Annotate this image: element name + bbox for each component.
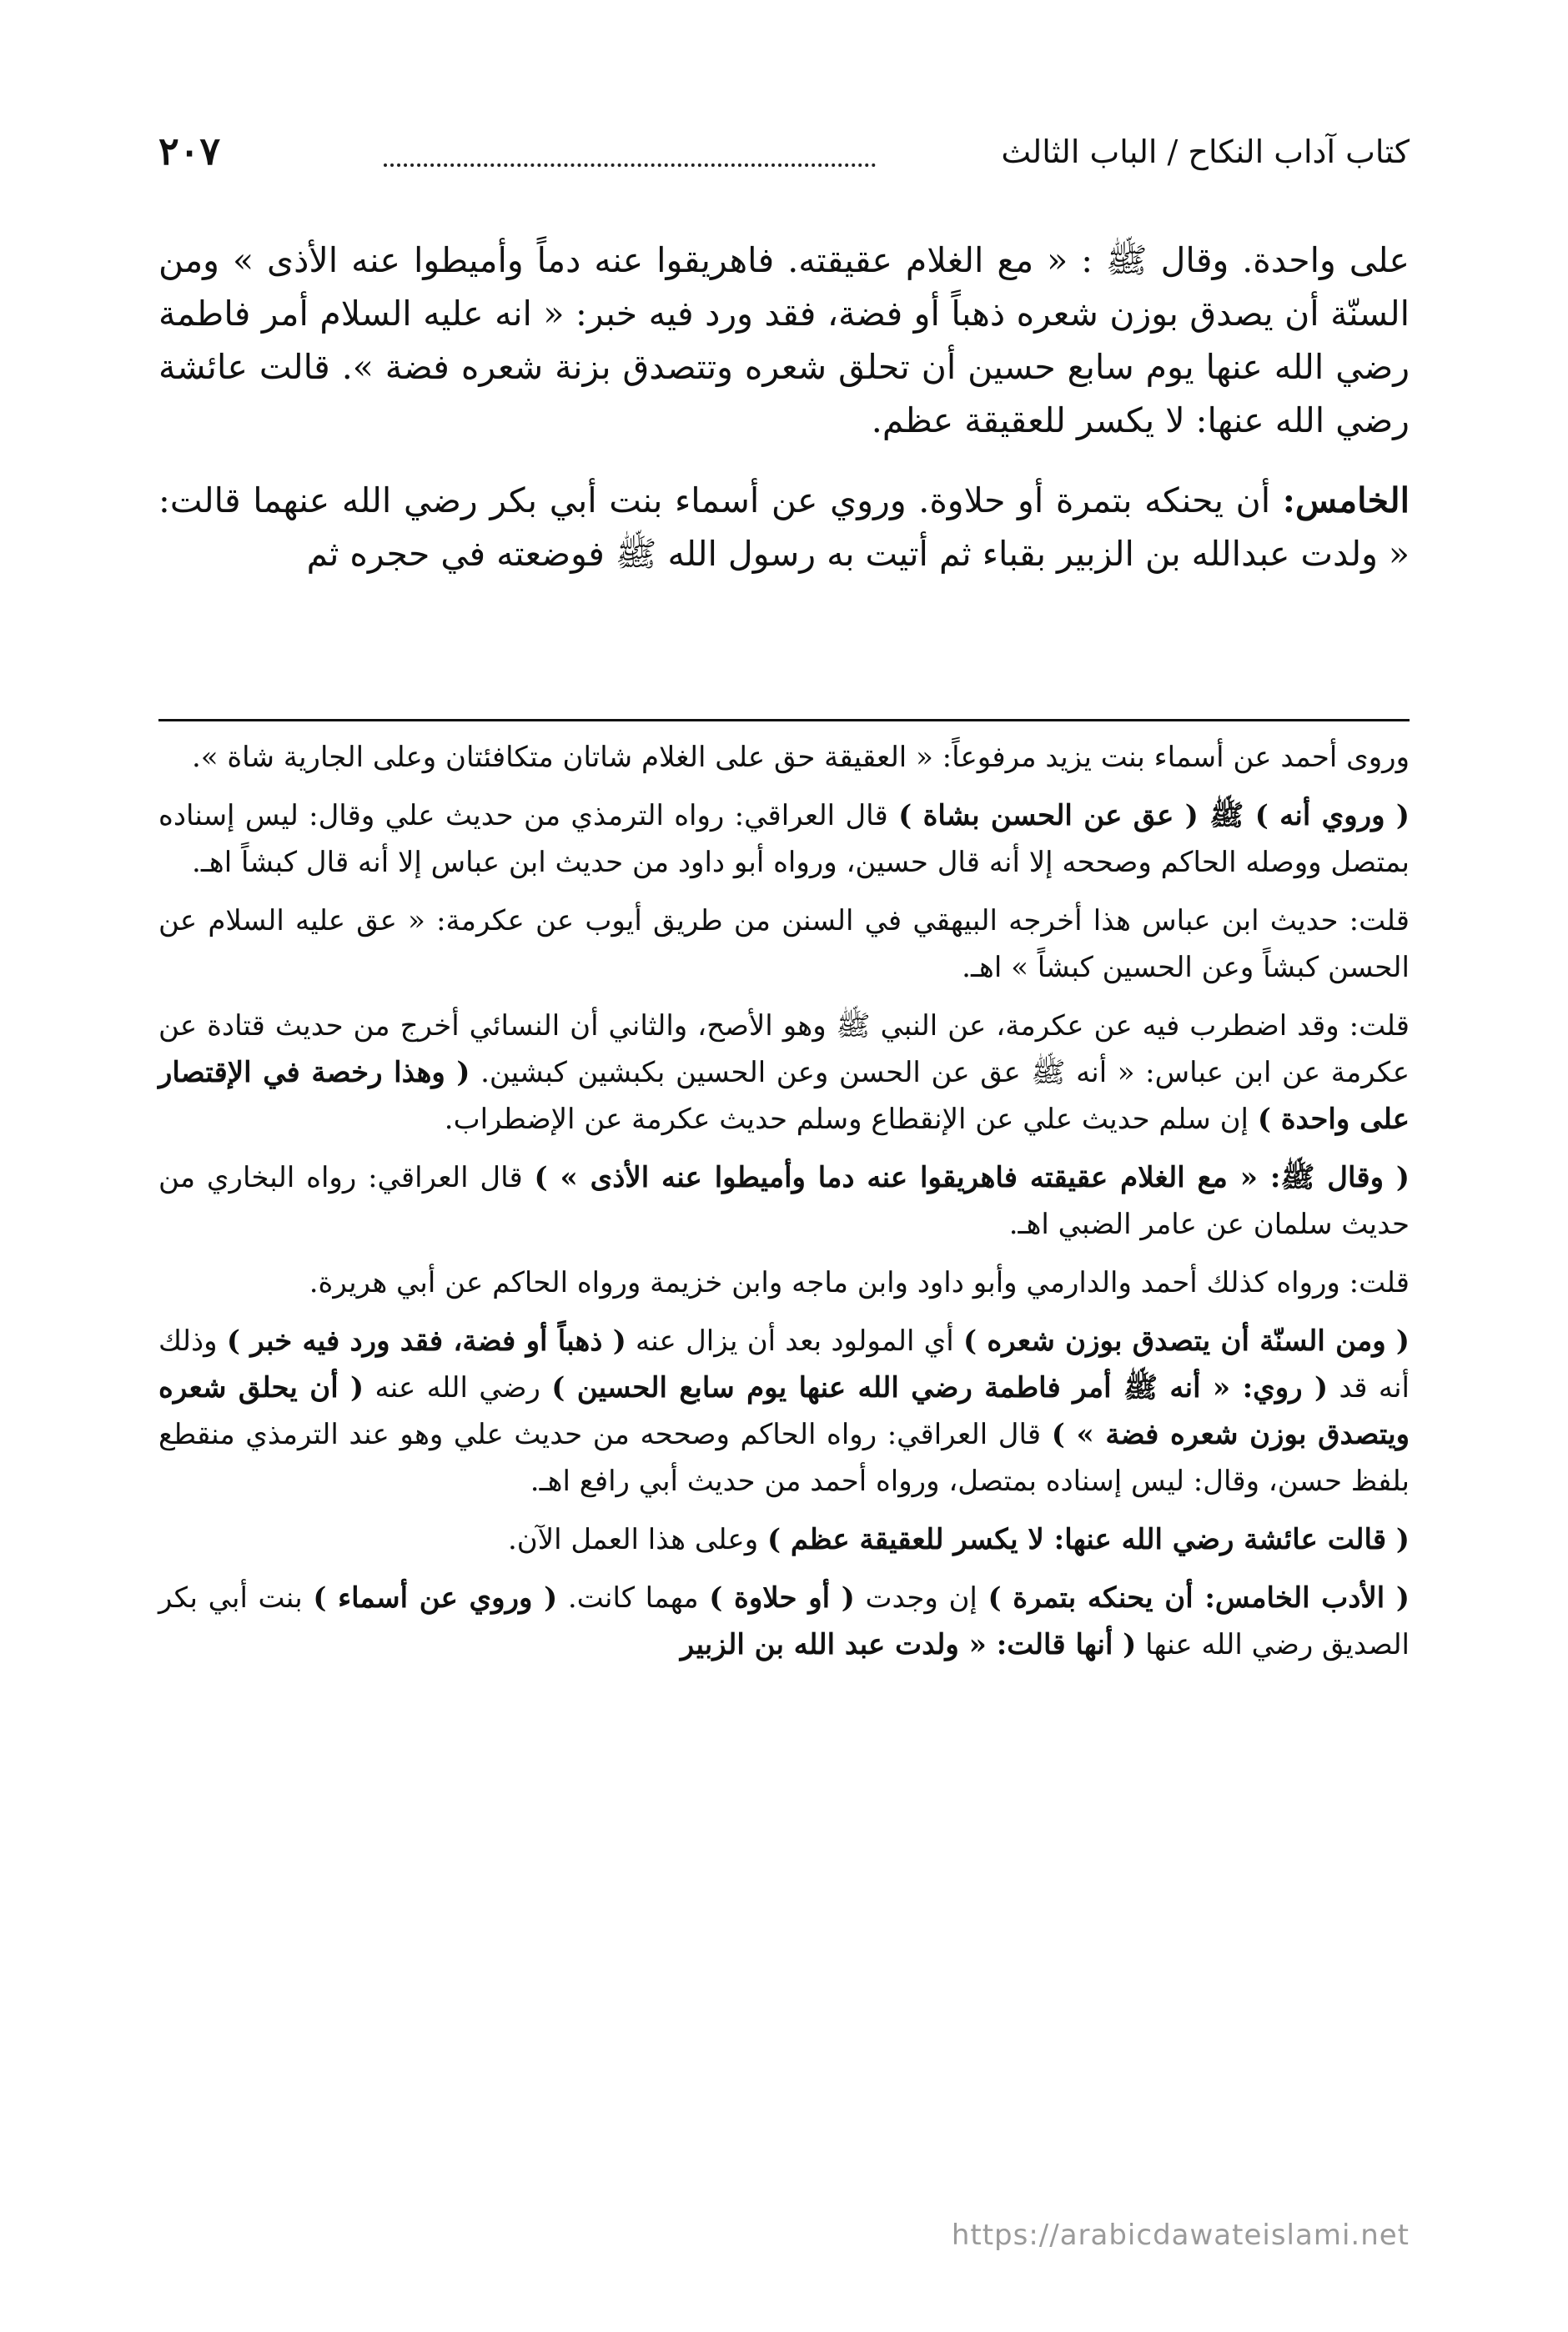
- note-4-bold: ( وهذا رخصة في الإقتصار على واحدة ): [158, 1056, 1410, 1136]
- note-8: [158, 1516, 1410, 1563]
- commentary: [158, 734, 1410, 2219]
- watermark-url: https://arabicdawateislami.net: [951, 2219, 1410, 2252]
- note-9-bold-4: ( أنها قالت: « ولدت عبد الله بن الزبير: [680, 1628, 1137, 1661]
- note-9-text-3: بنت أبي بكر الصديق رضي الله عنها: [158, 1581, 1410, 1661]
- footnote-divider: [158, 719, 1410, 721]
- note-7-bold-4: ( أن يحلق شعره ويتصدق بوزن شعره فضة » ): [158, 1371, 1410, 1451]
- note-8-bold: ( قالت عائشة رضي الله عنها: لا يكسر للعقيقة عظم ): [766, 1523, 1410, 1556]
- leader-dots: [384, 163, 876, 167]
- note-7-bold-1: ( ومن السنّة أن يتصدق بوزن شعره ): [962, 1324, 1410, 1358]
- note-9: [158, 1575, 1410, 1668]
- main-paragraph-1: على واحدة. وقال ﷺ : « مع الغلام عقيقته. فاهريقوا عنه دماً وأميطوا عنه الأذى » ومن السنّة أن يصدق بوزن شعره ذهباً أو فضة، فقد ورد فيه خبر: « انه عليه السلام أمر فاطمة رضي الله عنها يوم سابع حسين أن تحلق شعره وتتصدق بزنة شعره فضة ». قالت عائشة رضي الله عنها: لا يكسر للعقيقة عظم.: [158, 240, 1410, 440]
- note-3: قلت: حديث ابن عباس هذا أخرجه البيهقي في السنن من طريق أيوب عن عكرمة: « عق عليه السلام عن الحسن كبشاً وعن الحسين كبشاً » اهـ.: [158, 904, 1410, 984]
- note-2-text: قال العراقي: رواه الترمذي من حديث علي وقال: ليس إسناده بمتصل ووصله الحاكم وصححه إلا أنه قال حسين، ورواه أبو داود من حديث ابن عباس إلا أنه قال كبشاً اهـ.: [158, 799, 1410, 879]
- note-9-bold-2: ( أو حلاوة ): [709, 1581, 855, 1615]
- page-header: [158, 125, 1410, 192]
- note-4-text-a: قلت: وقد اضطرب فيه عن عكرمة، عن النبي ﷺ وهو الأصح، والثاني أن النسائي أخرج من حديث قتادة عن عكرمة عن ابن عباس: « أنه ﷺ عق عن الحسن وعن الحسين بكبشين كبشين.: [158, 1009, 1410, 1089]
- main-paragraph-2: [158, 474, 1410, 580]
- note-8-text: وعلى هذا العمل الآن.: [507, 1523, 767, 1556]
- running-title: كتاب آداب النكاح / الباب الثالث: [1001, 133, 1410, 170]
- note-4: [158, 1003, 1410, 1143]
- note-2-bold: ( وروي أنه ) ﷺ ( عق عن الحسن بشاة ): [898, 799, 1410, 832]
- note-9-bold-3: ( وروي عن أسماء ): [313, 1581, 558, 1615]
- section-lead: الخامس:: [1282, 480, 1410, 520]
- note-6: قلت: ورواه كذلك أحمد والدارمي وأبو داود وابن ماجه وابن خزيمة ورواه الحاكم عن أبي هريرة.: [309, 1266, 1410, 1299]
- note-7-text-4: قال العراقي: رواه الحاكم وصححه من حديث علي وهو عند الترمذي منقطع بلفظ حسن، وقال: ليس إسناده بمتصل، ورواه أحمد من حديث أبي رافع اهـ.: [158, 1418, 1410, 1498]
- note-2: [158, 792, 1410, 886]
- note-5-text: قال العراقي: رواه البخاري من حديث سلمان عن عامر الضبي اهـ.: [158, 1161, 1410, 1241]
- note-9-text-2: مهما كانت.: [557, 1581, 710, 1615]
- note-5: [158, 1154, 1410, 1248]
- note-7-bold-2: ( ذهباً أو فضة، فقد ورد فيه خبر ): [226, 1324, 626, 1358]
- note-9-text-1: إن وجدت: [854, 1581, 988, 1615]
- main-paragraph-2-text: أن يحنكه بتمرة أو حلاوة. وروي عن أسماء بنت أبي بكر رضي الله عنهما قالت: « ولدت عبدالله بن الزبير بقباء ثم أتيت به رسول الله ﷺ فوضعته في حجره ثم: [158, 480, 1410, 574]
- note-5-bold: ( وقال ﷺ: « مع الغلام عقيقته فاهريقوا عنه دما وأميطوا عنه الأذى » ): [534, 1161, 1410, 1194]
- note-7-text-3: رضي الله عنه: [364, 1371, 552, 1405]
- note-9-bold-1: ( الأدب الخامس: أن يحنكه بتمرة ): [988, 1581, 1410, 1615]
- main-text: [158, 234, 1410, 701]
- note-7-text-2: وذلك أنه قد: [158, 1324, 1410, 1405]
- page-number: ٢٠٧: [158, 128, 221, 173]
- note-1: وروى أحمد عن أسماء بنت يزيد مرفوعاً: « العقيقة حق على الغلام شاتان متكافئتان وعلى الجارية شاة ».: [191, 741, 1410, 774]
- note-4-text-b: إن سلم حديث علي عن الإنقطاع وسلم حديث عكرمة عن الإضطراب.: [444, 1103, 1258, 1136]
- note-7-text-1: أي المولود بعد أن يزال عنه: [626, 1324, 963, 1358]
- note-7-bold-3: ( روي: « أنه ﷺ أمر فاطمة رضي الله عنها يوم سابع الحسين ): [551, 1371, 1329, 1405]
- note-7: [158, 1318, 1410, 1505]
